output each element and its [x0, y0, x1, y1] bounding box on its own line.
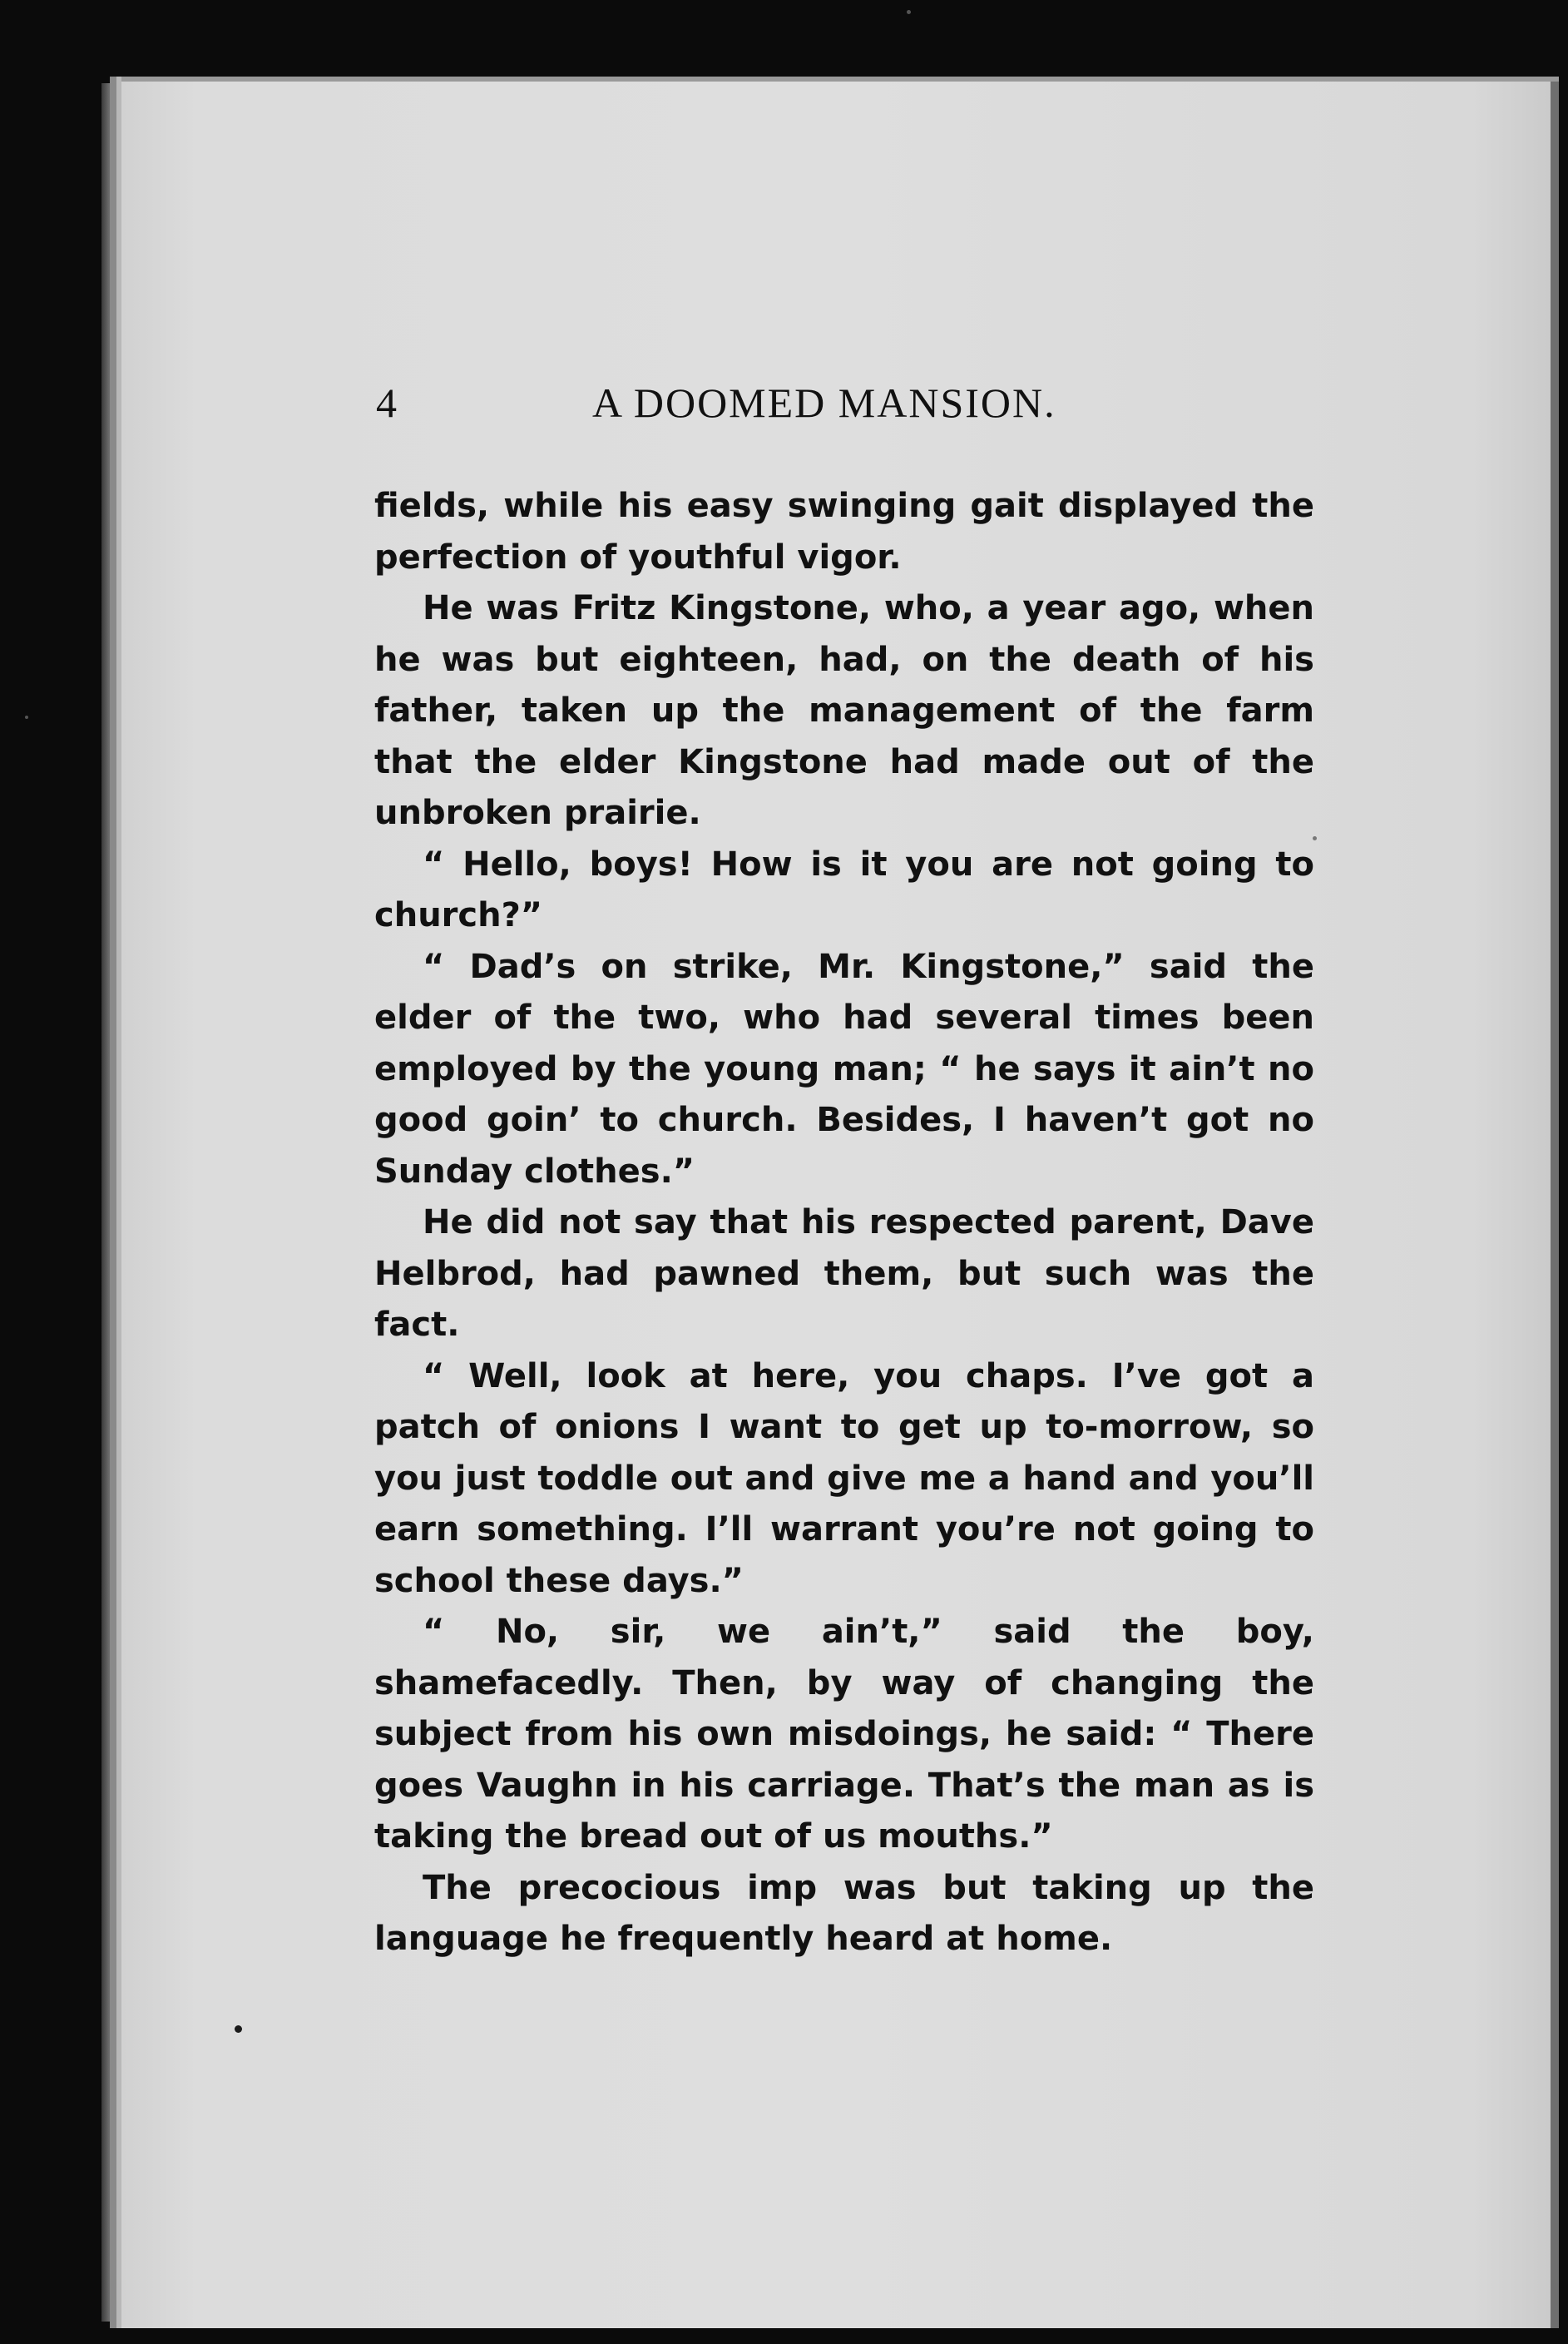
paragraph: “ Hello, boys! How is it you are not going to church?” [374, 845, 1314, 934]
body-text [374, 481, 1314, 1965]
paragraph: The precocious imp was but taking up the language he frequently heard at home. [374, 1868, 1314, 1958]
paragraph: “ Dad’s on strike, Mr. Kingstone,” said the elder of the two, who had several times been employed by the young man; “ he says it ain’t no good goin’ to church. Besides, I haven’t got no Sunday clothes.” [374, 947, 1314, 1191]
ink-speck [235, 2025, 242, 2033]
ink-speck [1313, 836, 1317, 840]
paragraph: “ Well, look at here, you chaps. I’ve got a patch of onions I want to get up to-morrow, so you just toddle out and give me a hand and you’ll earn something. I’ll warrant you’re not going to school these days.” [374, 1356, 1314, 1600]
page-header [376, 379, 1316, 432]
ink-speck [25, 716, 28, 719]
paragraph: “ No, sir, we ain’t,” said the boy, shamefacedly. Then, by way of changing the subject from his own misdoings, he said: “ There goes Vaughn in his carriage. That’s the man as is taking the bread out of us mouths.” [374, 1613, 1314, 1856]
page-number: 4 [376, 379, 398, 426]
paragraph: He was Fritz Kingstone, who, a year ago, when he was but eighteen, had, on the death of his father, taken up the management of the farm that the elder Kingstone had made out of the unbroken prairie. [374, 589, 1314, 832]
ink-speck [907, 10, 911, 14]
paragraph: fields, while his easy swinging gait displayed the perfection of youthful vigor. [374, 487, 1314, 577]
running-title: A DOOMED MANSION. [592, 379, 1056, 426]
paragraph: He did not say that his respected parent, Dave Helbrod, had pawned them, but such was the fact. [374, 1203, 1314, 1344]
